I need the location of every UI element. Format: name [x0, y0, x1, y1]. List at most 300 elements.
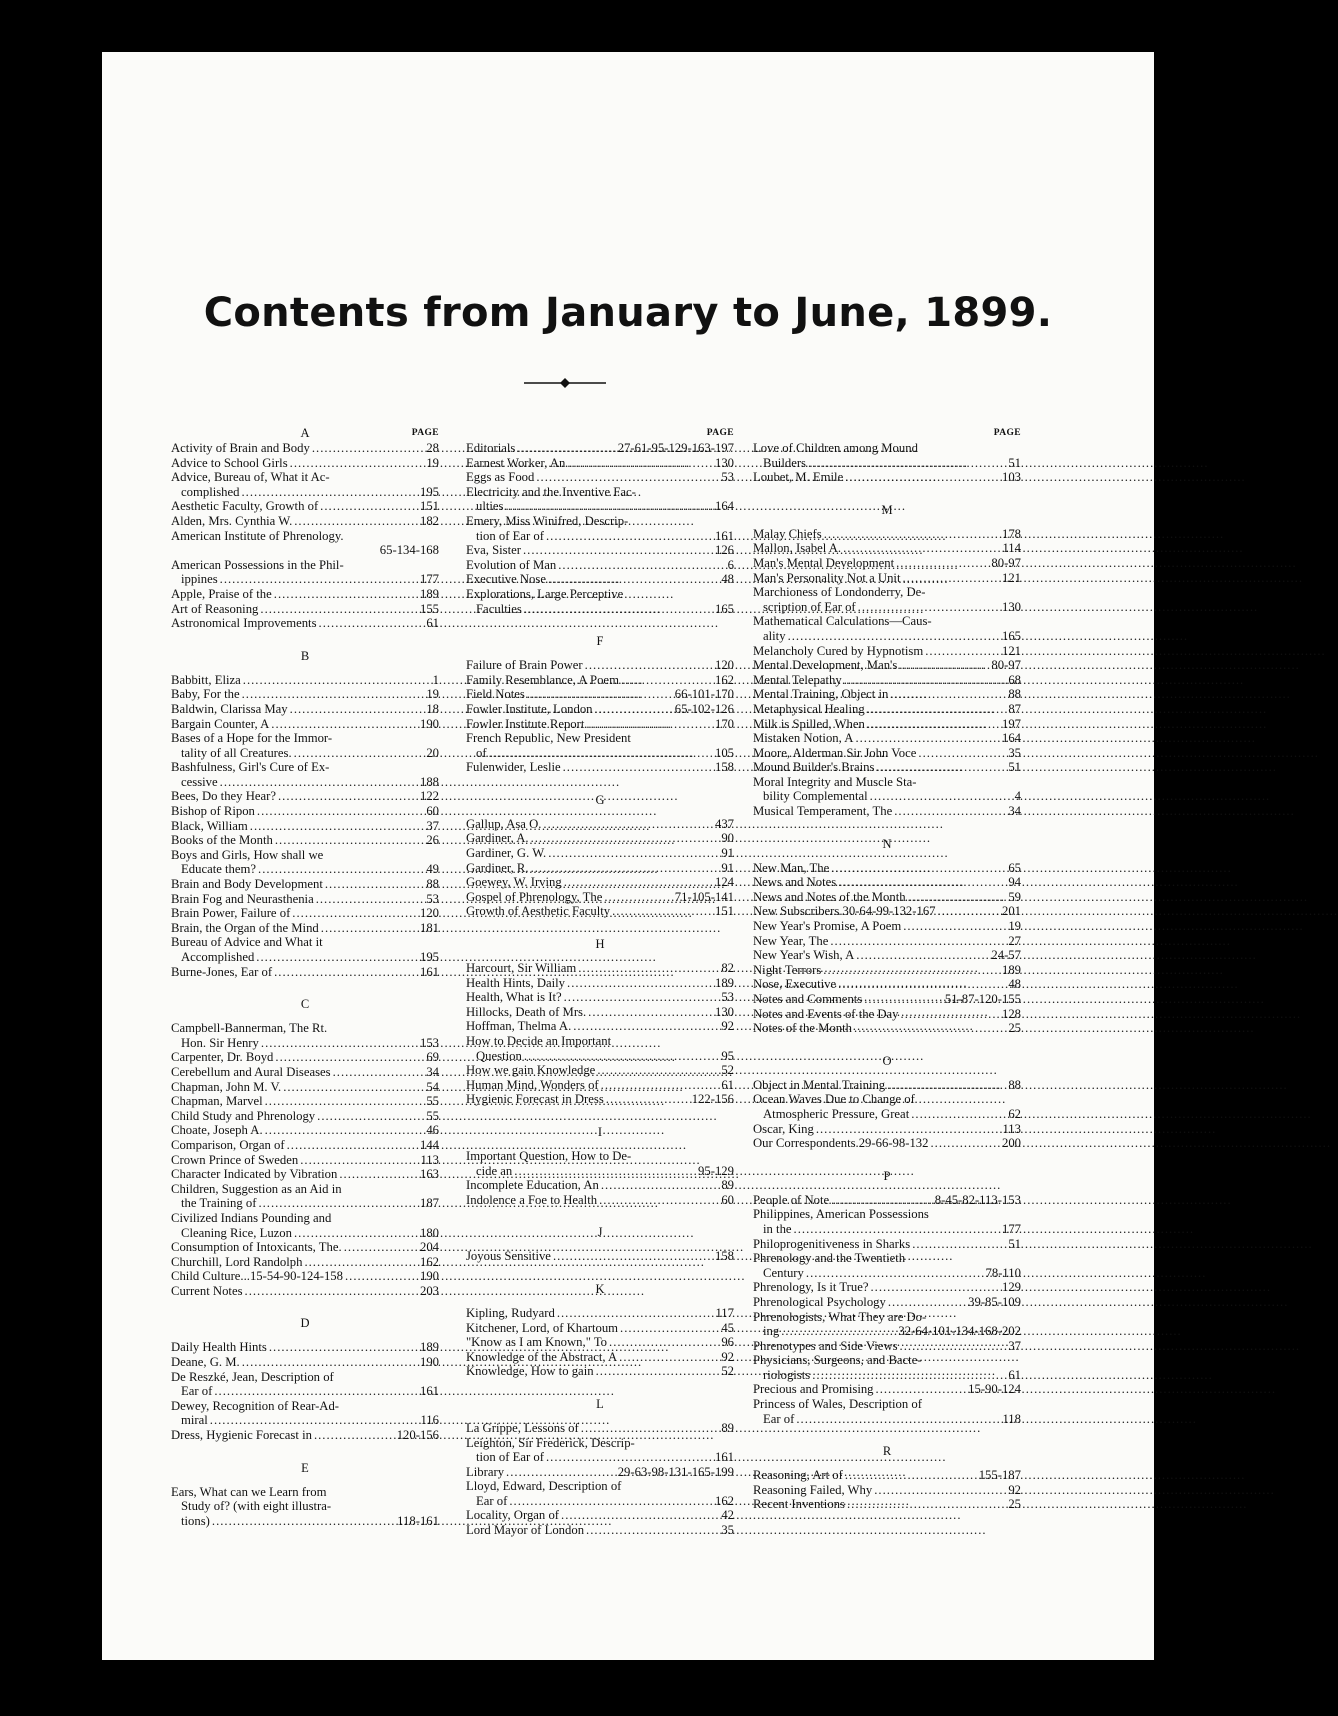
- entry-title: Chapman, John M. V.: [171, 1079, 282, 1094]
- leader-dots: [546, 529, 713, 544]
- index-entry: [466, 961, 734, 976]
- index-entry: [466, 990, 734, 1005]
- entry-title: Philoprogenitiveness in Sharks: [753, 1236, 911, 1251]
- page-column-label: PAGE: [706, 428, 734, 438]
- index-entry: [753, 1122, 1021, 1137]
- entry-page: 89: [721, 1178, 734, 1193]
- leader-dots: [294, 514, 418, 529]
- entry-page: 165: [714, 601, 734, 616]
- index-entry-line: Love of Children among Mound: [753, 441, 918, 455]
- index-entry-line: Advice, Bureau of, What it Ac-: [171, 470, 330, 485]
- index-entry: [171, 1123, 439, 1138]
- index-entry: [753, 904, 1021, 919]
- index-entry: [171, 485, 439, 500]
- section-letter: C: [300, 997, 310, 1012]
- entry-title: Gallup, Asa O.: [466, 816, 542, 831]
- entry-title: Oscar, King: [753, 1121, 814, 1136]
- leader-dots: [564, 990, 720, 1005]
- index-entry: [466, 558, 734, 573]
- index-entry: [466, 1306, 734, 1321]
- index-entry: [753, 571, 1021, 586]
- entry-page: 114: [1002, 541, 1021, 556]
- entry-page: 181: [419, 920, 439, 935]
- section-letter: L: [596, 1396, 604, 1411]
- index-entry: [171, 1514, 439, 1529]
- leader-dots: [258, 1196, 418, 1211]
- entry-page: 201: [1001, 904, 1021, 919]
- entry-page: 144: [419, 1137, 439, 1152]
- entry-title: Cerebellum and Aural Diseases: [171, 1064, 331, 1079]
- entry-page: 80-97: [991, 658, 1021, 673]
- entry-page: 53: [721, 470, 734, 485]
- leader-dots: [243, 673, 431, 688]
- index-entry: [466, 602, 734, 617]
- index-entry: [753, 541, 1021, 556]
- entry-page: 1: [432, 672, 439, 687]
- entry-page: 80-97: [991, 555, 1021, 570]
- index-entry: [466, 658, 734, 673]
- index-entry-line: Study of? (with eight illustra-: [181, 1499, 332, 1514]
- entry-title: People of Note: [753, 1192, 830, 1207]
- entry-title: Ear of: [476, 1493, 508, 1508]
- entry-page: 87: [1008, 701, 1021, 716]
- entry-page: 129: [1001, 1280, 1021, 1295]
- index-entry: [466, 543, 734, 558]
- index-entry-line: Mathematical Calculations—Caus-: [753, 614, 932, 629]
- index-entry: [753, 804, 1021, 819]
- leader-dots: [567, 456, 713, 471]
- entry-title: Deane, G. M.: [171, 1355, 240, 1370]
- entry-title: Phrenological Psychology: [753, 1294, 886, 1309]
- entry-page: 88: [1008, 687, 1021, 702]
- leader-dots: [275, 1050, 424, 1065]
- leader-dots: [489, 746, 713, 761]
- index-entry-line: Children, Suggestion as an Aid in: [171, 1181, 342, 1196]
- index-entry: [171, 717, 439, 732]
- entry-page: 121: [1001, 570, 1021, 585]
- leader-dots: [250, 819, 425, 834]
- entry-title: Ear of: [181, 1384, 213, 1399]
- leader-dots: [557, 1306, 714, 1321]
- leader-dots: [854, 1021, 1006, 1036]
- entry-page: 121: [1001, 643, 1021, 658]
- entry-page: 46: [426, 1123, 439, 1138]
- entry-title: Evolution of Man: [466, 557, 557, 572]
- index-entry-line: Ears, What can we Learn from: [171, 1484, 327, 1499]
- entry-title: Joyous Sensitive: [466, 1249, 551, 1264]
- entry-page: 25: [1008, 1497, 1021, 1512]
- leader-dots: [506, 499, 713, 514]
- entry-page: 8-45-82-113-153: [934, 1192, 1021, 1207]
- leader-dots: [845, 1468, 977, 1483]
- leader-dots: [220, 775, 418, 790]
- entry-page: 178: [1001, 526, 1021, 541]
- section-gap: [466, 1379, 734, 1393]
- leader-dots: [606, 1092, 690, 1107]
- section-gap: [466, 616, 734, 630]
- entry-title: Melancholy Cured by Hypnotism: [753, 643, 924, 658]
- section-gap: [466, 775, 734, 789]
- section-gap: [753, 819, 1021, 833]
- leader-dots: [292, 906, 418, 921]
- entry-title: Moore, Alderman Sir John Voce: [753, 745, 917, 760]
- index-entry-line: Leighton, Sir Frederick, Descrip-: [466, 1435, 635, 1450]
- leader-dots: [601, 1078, 720, 1093]
- index-entry-line: Boys and Girls, How shall we: [171, 847, 324, 862]
- entry-page: 48: [1008, 977, 1021, 992]
- leader-dots: [300, 1153, 418, 1168]
- entry-page: 42: [721, 1508, 734, 1523]
- entry-title: ulties: [476, 499, 504, 514]
- index-entry-line: De Reszké, Jean, Description of: [171, 1369, 334, 1384]
- entry-title: ing: [763, 1324, 780, 1339]
- index-entry: [171, 1065, 439, 1080]
- entry-page: 52: [721, 1364, 734, 1379]
- leader-dots: [578, 961, 719, 976]
- leader-dots: [586, 1523, 719, 1538]
- leader-dots: [858, 600, 1000, 615]
- entry-page: 65: [1008, 860, 1021, 875]
- index-entry: [171, 499, 439, 514]
- entry-page: 19: [1008, 919, 1021, 934]
- leader-dots: [242, 687, 425, 702]
- index-entry: [171, 877, 439, 892]
- index-entry: [753, 1295, 1021, 1310]
- section-gap: [753, 1036, 1021, 1050]
- entry-title: tion of Ear of: [476, 528, 544, 543]
- entry-page: 151: [714, 904, 734, 919]
- leader-dots: [553, 1249, 713, 1264]
- index-entry: [753, 1193, 1021, 1208]
- entry-title: Bargain Counter, A: [171, 716, 270, 731]
- index-entry: [753, 948, 1021, 963]
- entry-page: 204: [419, 1240, 439, 1255]
- index-entry: [753, 731, 1021, 746]
- index-entry: [466, 1063, 734, 1078]
- entry-title: La Grippe, Lessons of: [466, 1420, 579, 1435]
- entry-title: Precious and Promising: [753, 1382, 874, 1397]
- index-entry: [171, 906, 439, 921]
- index-entry: [753, 658, 1021, 673]
- entry-page: 35: [721, 1523, 734, 1538]
- index-entry: [171, 441, 439, 456]
- index-entry: [171, 965, 439, 980]
- entry-title: Object in Mental Training: [753, 1077, 886, 1092]
- leader-dots: [316, 892, 425, 907]
- index-entry: [171, 1094, 439, 1109]
- index-entry: [171, 1255, 439, 1270]
- leader-dots: [325, 877, 424, 892]
- index-entry-line: French Republic, New President: [466, 731, 631, 746]
- entry-title: Aesthetic Faculty, Growth of: [171, 499, 319, 514]
- index-entry: [171, 950, 439, 965]
- index-entry-line: Dewey, Recognition of Rear-Ad-: [171, 1398, 340, 1413]
- entry-title: Comparison, Organ of: [171, 1137, 285, 1152]
- entry-page: 188: [419, 774, 439, 789]
- entry-title: Musical Temperament, The: [753, 804, 893, 819]
- leader-dots: [523, 543, 713, 558]
- entry-page: 19: [426, 687, 439, 702]
- index-entry: [753, 760, 1021, 775]
- entry-page: 4: [1014, 789, 1021, 804]
- entry-page: 130: [714, 455, 734, 470]
- entry-title: Baby, For the: [171, 687, 240, 702]
- index-entry: [171, 746, 439, 761]
- entry-page: 15-90-124: [968, 1382, 1021, 1397]
- index-entry: [171, 1355, 439, 1370]
- entry-title: Gardiner, R.: [466, 860, 529, 875]
- entry-title: Faculties: [476, 601, 522, 616]
- index-entry: [171, 1138, 439, 1153]
- entry-title: the Training of: [181, 1196, 257, 1211]
- entry-page: 113: [420, 1152, 439, 1167]
- entry-title: Hillocks, Death of Mrs.: [466, 1004, 587, 1019]
- entry-page: 28: [426, 441, 439, 455]
- leader-dots: [844, 673, 1007, 688]
- entry-title: Man's Personality Not a Unit: [753, 570, 901, 585]
- entry-page: 20: [426, 745, 439, 760]
- entry-title: Activity of Brain and Body: [171, 441, 310, 455]
- index-entry: [466, 702, 734, 717]
- leader-dots: [558, 558, 725, 573]
- entry-title: Kitchener, Lord, of Khartoum: [466, 1320, 619, 1335]
- leader-dots: [794, 1222, 1000, 1237]
- entry-page: 162: [714, 1493, 734, 1508]
- leader-dots: [831, 861, 1006, 876]
- page-title: Contents from January to June, 1899.: [203, 290, 1053, 336]
- leader-dots: [260, 602, 418, 617]
- leader-dots: [210, 1413, 419, 1428]
- leader-dots: [585, 658, 713, 673]
- leader-dots: [612, 904, 713, 919]
- entry-title: Brain Fog and Neurasthenia: [171, 891, 314, 906]
- index-entry: [753, 746, 1021, 761]
- leader-dots: [903, 919, 1006, 934]
- index-entry: [466, 470, 734, 485]
- index-entry: [171, 1284, 439, 1299]
- entry-page: 62: [1008, 1106, 1021, 1121]
- leader-dots: [548, 846, 719, 861]
- section-letter: E: [301, 1460, 309, 1475]
- leader-dots: [271, 717, 418, 732]
- index-entry: [171, 775, 439, 790]
- index-entry: [466, 441, 734, 456]
- index-entry: [753, 1266, 1021, 1281]
- column-header: [466, 425, 734, 441]
- index-entry: [466, 717, 734, 732]
- entry-page: 45: [721, 1320, 734, 1335]
- entry-title: Mistaken Notion, A: [753, 731, 854, 746]
- section-gap: [466, 919, 734, 933]
- entry-page: 118: [1002, 1411, 1021, 1426]
- entry-title: cessive: [181, 774, 218, 789]
- entry-page: 437: [714, 816, 734, 831]
- leader-dots: [274, 587, 418, 602]
- index-entry: [171, 1413, 439, 1428]
- leader-dots: [265, 1123, 425, 1138]
- entry-page: 92: [721, 1349, 734, 1364]
- entry-title: Choate, Joseph A.: [171, 1123, 263, 1138]
- entry-title: miral: [181, 1413, 208, 1428]
- leader-dots: [220, 572, 418, 587]
- entry-page: 65-134-168: [379, 543, 439, 558]
- entry-title: Bees, Do they Hear?: [171, 789, 276, 804]
- entry-page: 88: [1008, 1077, 1021, 1092]
- entry-page: 60: [426, 804, 439, 819]
- entry-title: News and Notes: [753, 875, 837, 890]
- index-entry: [753, 687, 1021, 702]
- entry-page: 187: [419, 1196, 439, 1211]
- entry-title: Indolence a Foe to Health: [466, 1192, 598, 1207]
- index-entry: [753, 556, 1021, 571]
- leader-dots: [938, 904, 1000, 919]
- index-column-2: [466, 425, 734, 1538]
- column-header: [171, 425, 439, 441]
- index-entry: [171, 1109, 439, 1124]
- entry-page: 65-102-126: [674, 701, 734, 716]
- leader-dots: [888, 1295, 966, 1310]
- leader-dots: [543, 817, 713, 832]
- entry-page: 180: [419, 1225, 439, 1240]
- index-entry: [753, 1280, 1021, 1295]
- index-entry: [466, 1049, 734, 1064]
- entry-title: Knowledge, How to gain: [466, 1364, 594, 1379]
- entry-page: 68: [1008, 672, 1021, 687]
- section-letter: N: [882, 836, 892, 851]
- index-column-3: [753, 425, 1021, 1512]
- index-entry: [171, 1428, 439, 1443]
- leader-dots: [333, 1065, 425, 1080]
- index-entry-line: Bureau of Advice and What it: [171, 935, 323, 950]
- section-gap: [753, 485, 1021, 499]
- section-letter: G: [595, 792, 605, 807]
- entry-title: Educate them?: [181, 862, 257, 877]
- entry-page: 103: [1001, 470, 1021, 485]
- entry-page: 113: [1002, 1121, 1021, 1136]
- leader-dots: [312, 441, 424, 456]
- entry-page: 59: [1008, 889, 1021, 904]
- leader-dots: [831, 1193, 933, 1208]
- leader-dots: [564, 875, 713, 890]
- section-letter: H: [595, 937, 605, 952]
- index-entry: [753, 1368, 1021, 1383]
- entry-title: Notes and Events of the Day: [753, 1006, 899, 1021]
- section-gap: [171, 1298, 439, 1312]
- entry-page: 130: [1001, 599, 1021, 614]
- entry-page: 195: [419, 950, 439, 964]
- leader-dots: [245, 1284, 418, 1299]
- index-entry: [753, 963, 1021, 978]
- entry-title: Gardiner, A.: [466, 831, 529, 846]
- entry-title: Phrenotypes and Side Views: [753, 1338, 898, 1353]
- entry-page: 203: [419, 1283, 439, 1298]
- index-entry: [466, 529, 734, 544]
- index-entry-line: Bases of a Hope for the Immor-: [171, 731, 333, 746]
- entry-title: Daily Health Hints: [171, 1340, 267, 1355]
- index-entry: [466, 687, 734, 702]
- entry-page: 49: [426, 862, 439, 877]
- index-entry: [753, 789, 1021, 804]
- index-entry: [753, 1107, 1021, 1122]
- index-entry-pages: [171, 543, 439, 558]
- entry-title: New Year, The: [753, 933, 829, 948]
- entry-page: 190: [419, 716, 439, 731]
- leader-dots: [527, 687, 673, 702]
- entry-page: 34: [1008, 804, 1021, 819]
- entry-title: Executive Nose: [466, 572, 546, 587]
- index-entry: [753, 1021, 1021, 1036]
- entry-title: Brain and Body Development: [171, 877, 323, 892]
- leader-dots: [864, 992, 943, 1007]
- entry-page: 52: [721, 1063, 734, 1078]
- leader-dots: [531, 831, 720, 846]
- leader-dots: [597, 1063, 719, 1078]
- index-entry: [753, 702, 1021, 717]
- entry-title: in the: [763, 1221, 792, 1236]
- entry-title: Night Terrors: [753, 962, 822, 977]
- entry-page: 53: [426, 891, 439, 906]
- index-entry: [753, 1007, 1021, 1022]
- index-entry: [753, 1382, 1021, 1397]
- index-entry: [171, 833, 439, 848]
- entry-title: Builders: [763, 455, 806, 470]
- index-entry-line: American Institute of Phrenology.: [171, 528, 344, 543]
- entry-page: 51-87-120-155: [944, 992, 1021, 1006]
- entry-page: 32-64-101-134-168-202: [898, 1324, 1021, 1339]
- entry-page: 78-110: [985, 1265, 1021, 1280]
- index-entry: [171, 1050, 439, 1065]
- entry-page: 95: [721, 1048, 734, 1063]
- index-entry-line: Civilized Indians Pounding and: [171, 1210, 332, 1225]
- index-entry: [466, 1249, 734, 1264]
- index-entry: [466, 861, 734, 876]
- leader-dots: [278, 789, 418, 804]
- index-entry: [466, 1523, 734, 1538]
- index-entry-line: American Possessions in the Phil-: [171, 557, 344, 572]
- leader-dots: [838, 875, 1006, 890]
- entry-page: 124: [714, 875, 734, 890]
- index-entry: [466, 499, 734, 514]
- entry-page: 162: [714, 672, 734, 687]
- entry-title: Bishop of Ripon: [171, 804, 255, 819]
- index-entry: [466, 1335, 734, 1350]
- leader-dots: [257, 804, 424, 819]
- index-entry: [466, 817, 734, 832]
- section-letter: A: [300, 426, 310, 440]
- leader-dots: [573, 1019, 719, 1034]
- section-letter: F: [596, 634, 604, 649]
- entry-page: 161: [419, 964, 439, 979]
- entry-page: 120: [714, 658, 734, 673]
- entry-title: scription of Ear of: [763, 599, 856, 614]
- entry-title: News and Notes of the Month: [753, 889, 906, 904]
- entry-title: tions): [181, 1513, 210, 1528]
- index-entry: [753, 717, 1021, 732]
- entry-title: Alden, Mrs. Cynthia W.: [171, 513, 293, 528]
- leader-dots: [870, 789, 1013, 804]
- index-entry: [466, 976, 734, 991]
- index-entry: [753, 875, 1021, 890]
- entry-page: 151: [419, 499, 439, 514]
- entry-title: Notes and Comments: [753, 992, 863, 1006]
- index-entry-line: How to Decide an Important: [466, 1034, 612, 1048]
- index-entry: [171, 1269, 439, 1284]
- leader-dots: [290, 702, 425, 717]
- leader-dots: [304, 1255, 418, 1270]
- leader-dots: [588, 1005, 713, 1020]
- entry-title: Churchill, Lord Randolph: [171, 1254, 303, 1269]
- index-entry-line: Phrenologists, What They are Do-: [753, 1309, 927, 1324]
